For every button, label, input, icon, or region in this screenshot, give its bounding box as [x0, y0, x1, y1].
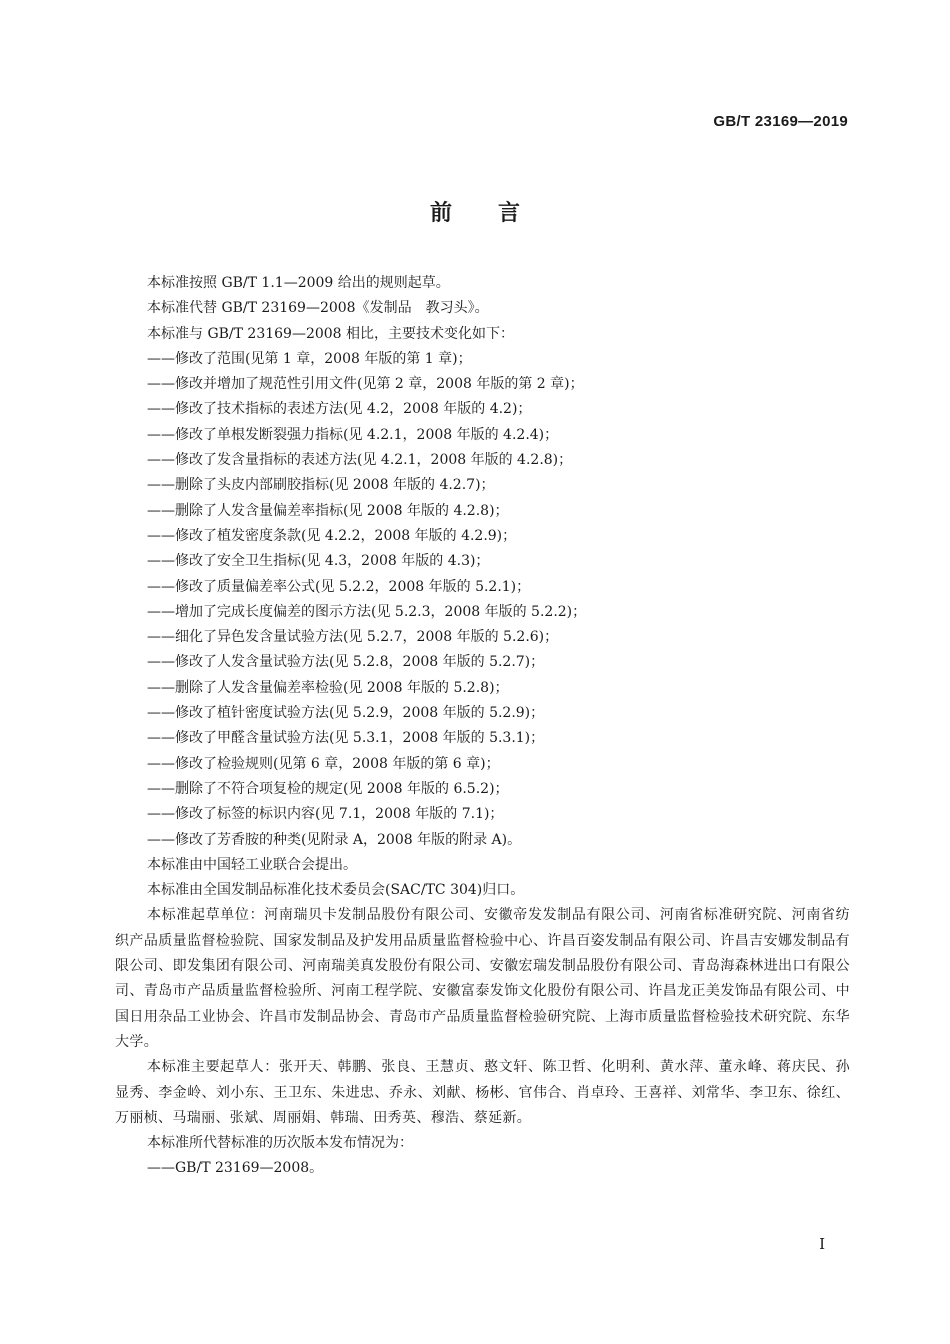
change-item: ——修改了植针密度试验方法(见 5.2.9，2008 年版的 5.2.9)；	[147, 705, 545, 722]
change-item: ——修改了发含量指标的表述方法(见 4.2.1，2008 年版的 4.2.8)；	[147, 452, 573, 469]
intro-line: 本标准代替 GB/T 23169—2008《发制品 教习头》。	[147, 300, 489, 317]
centralized-by: 本标准由全国发制品标准化技术委员会(SAC/TC 304)归口。	[147, 882, 525, 899]
change-item: ——修改了安全卫生指标(见 4.3，2008 年版的 4.3)；	[147, 553, 490, 570]
change-item: ——修改了人发含量试验方法(见 5.2.8，2008 年版的 5.2.7)；	[147, 654, 545, 671]
change-item: ——修改了单根发断裂强力指标(见 4.2.1，2008 年版的 4.2.4)；	[147, 426, 559, 443]
change-item: ——修改了标签的标识内容(见 7.1，2008 年版的 7.1)；	[147, 806, 504, 823]
change-item: ——修改了技术指标的表述方法(见 4.2，2008 年版的 4.2)；	[147, 401, 532, 418]
change-item: ——删除了不符合项复检的规定(见 2008 年版的 6.5.2)；	[147, 780, 509, 797]
page-title: 前言	[429, 201, 566, 226]
change-item: ——修改并增加了规范性引用文件(见第 2 章，2008 年版的第 2 章)；	[147, 376, 584, 393]
change-item: ——增加了完成长度偏差的图示方法(见 5.2.3，2008 年版的 5.2.2)；	[147, 603, 587, 620]
proposed-by: 本标准由中国轻工业联合会提出。	[147, 856, 357, 873]
history-item: ——GB/T 23169—2008。	[147, 1160, 324, 1177]
change-item: ——删除了人发含量偏差率指标(见 2008 年版的 4.2.8)；	[147, 502, 509, 519]
drafters: 本标准主要起草人：张开天、韩鹏、张良、王慧贞、憨文轩、陈卫哲、化明利、黄水萍、董永峰、蒋庆民、孙显秀、李金岭、刘小东、王卫东、朱进忠、乔永、刘献、杨彬、官伟合、肖卓玲、王喜祥、刘常华、李卫东、徐红、万丽桢、马瑞丽、张斌、周丽娟、韩瑞、田秀英、穆浩、蔡延新。	[115, 1059, 850, 1126]
change-item: ——修改了芳香胺的种类(见附录 A，2008 年版的附录 A)。	[147, 831, 522, 848]
change-item: ——修改了检验规则(见第 6 章，2008 年版的第 6 章)；	[147, 755, 500, 772]
change-item: ——删除了人发含量偏差率检验(见 2008 年版的 5.2.8)；	[147, 679, 509, 696]
change-item: ——删除了头皮内部刷胶指标(见 2008 年版的 4.2.7)；	[147, 477, 495, 494]
standard-code-header: GB/T 23169—2019	[713, 113, 848, 130]
change-item: ——修改了范围(见第 1 章，2008 年版的第 1 章)；	[147, 350, 472, 367]
intro-line: 本标准与 GB/T 23169—2008 相比，主要技术变化如下：	[147, 325, 515, 342]
change-item: ——修改了甲醛含量试验方法(见 5.3.1，2008 年版的 5.3.1)；	[147, 730, 545, 747]
change-item: ——修改了植发密度条款(见 4.2.2，2008 年版的 4.2.9)；	[147, 527, 517, 544]
change-item: ——细化了异色发含量试验方法(见 5.2.7，2008 年版的 5.2.6)；	[147, 629, 559, 646]
preface-content	[115, 271, 850, 1182]
change-item: ——修改了质量偏差率公式(见 5.2.2，2008 年版的 5.2.1)；	[147, 578, 531, 595]
intro-line: 本标准按照 GB/T 1.1—2009 给出的规则起草。	[147, 275, 450, 291]
drafting-units: 本标准起草单位：河南瑞贝卡发制品股份有限公司、安徽帝发发制品有限公司、河南省标准研究院、河南省纺织产品质量监督检验院、国家发制品及护发用品质量监督检验中心、许昌百姿发制品有限公司、许昌吉安娜发制品有限公司、即发集团有限公司、河南瑞美真发股份有限公司、安徽宏瑞发制品股份有限公司、青岛海森林进出口有限公司、青岛市产品质量监督检验所、河南工程学院、安徽富泰发饰文化股份有限公司、许昌龙正美发饰品有限公司、中国日用杂品工业协会、许昌市发制品协会、青岛市产品质量监督检验研究院、上海市质量监督检验技术研究院、东华大学。	[115, 907, 850, 1050]
page-number: I	[819, 1235, 825, 1253]
history-intro: 本标准所代替标准的历次版本发布情况为：	[147, 1135, 413, 1152]
